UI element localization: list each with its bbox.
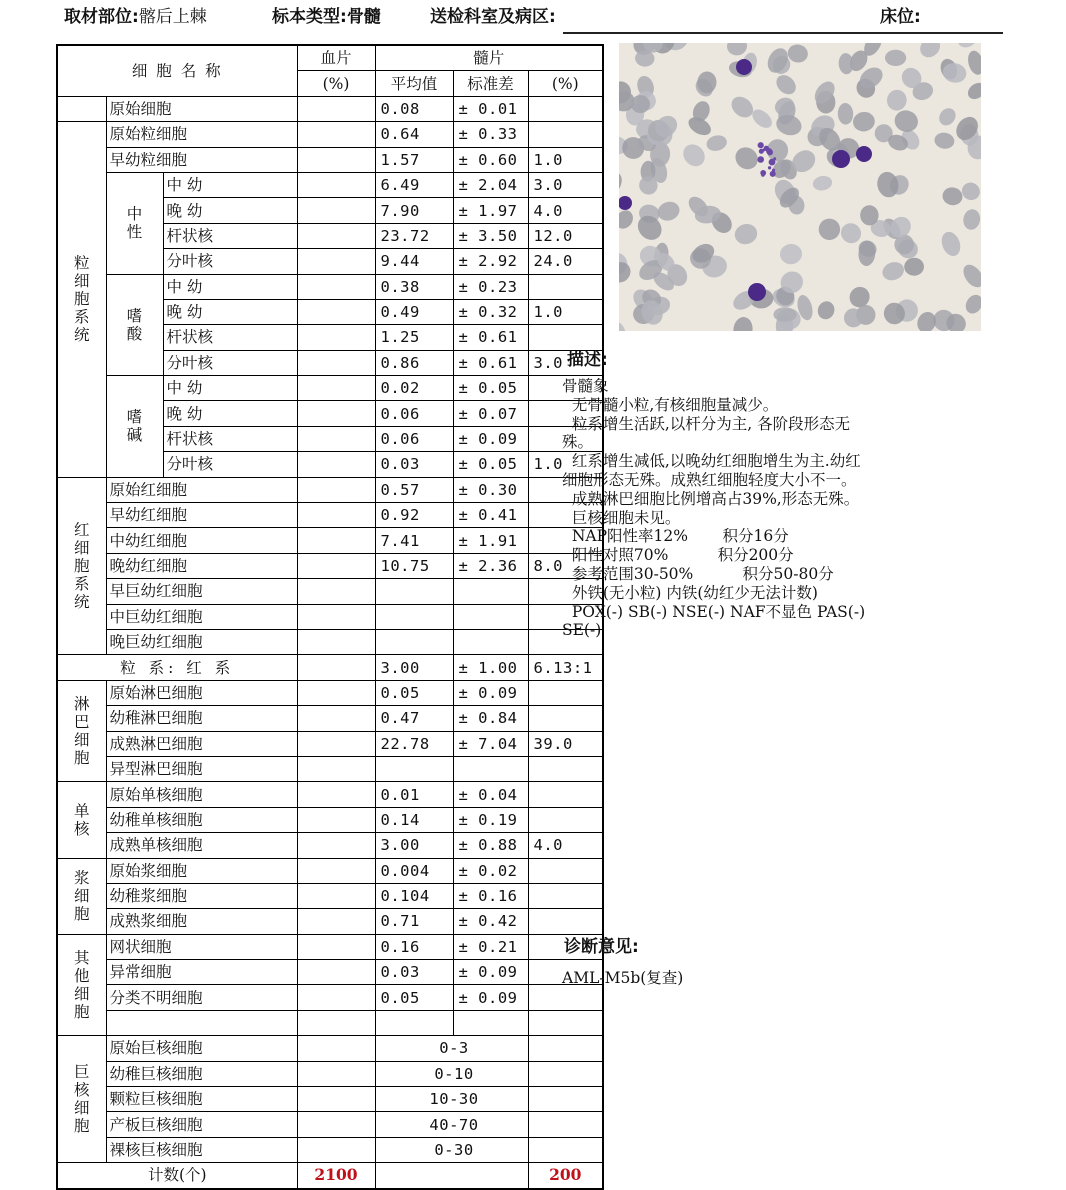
sd-cell: ± 1.97: [453, 198, 528, 223]
row-label: 幼稚淋巴细胞: [106, 706, 297, 731]
range-cell: 40-70: [375, 1112, 528, 1137]
sd-cell: ± 0.84: [453, 706, 528, 731]
pct-cell: 1.0: [528, 147, 603, 172]
blood-cell: [297, 1087, 375, 1112]
sd-cell: ± 0.09: [453, 426, 528, 451]
site-value: 髂后上棘: [138, 7, 207, 27]
mean-cell: 0.49: [375, 299, 453, 324]
blood-cell: [297, 503, 375, 528]
table-row: [57, 274, 603, 299]
table-row: [57, 147, 603, 172]
diagnosis-text: AML-M5b(复查): [562, 969, 684, 987]
col-marrow: 髓片: [375, 45, 603, 71]
mean-cell: 0.08: [375, 96, 453, 121]
blood-cell: [297, 629, 375, 654]
blood-cell: [297, 452, 375, 477]
row-label: 中巨幼红细胞: [106, 604, 297, 629]
table-row: [57, 1112, 603, 1137]
pct-cell: [528, 782, 603, 807]
row-label: 中 幼: [163, 274, 297, 299]
blood-cell: [297, 172, 375, 197]
mean-cell: 0.71: [375, 909, 453, 934]
table-row: [57, 833, 603, 858]
pct-cell: [528, 706, 603, 731]
description-line: 阳性对照70% 积分200分: [562, 546, 794, 565]
mean-cell: 0.38: [375, 274, 453, 299]
blood-cell: [297, 1036, 375, 1061]
sample-value: 骨髓: [346, 7, 381, 27]
pct-cell: 4.0: [528, 198, 603, 223]
sd-cell: ± 2.92: [453, 249, 528, 274]
row-label: 杆状核: [163, 426, 297, 451]
mean-cell: 0.03: [375, 960, 453, 985]
row-label: 粒 系: 红 系: [57, 655, 297, 680]
table-row: [57, 985, 603, 1010]
mean-cell: 0.16: [375, 934, 453, 959]
blood-cell: [297, 909, 375, 934]
row-label: 晚 幼: [163, 299, 297, 324]
mean-cell: [375, 579, 453, 604]
blood-cell: [297, 401, 375, 426]
blood-cell: [297, 1112, 375, 1137]
sample-label: 标本类型:: [272, 7, 347, 27]
count-blank: [375, 1163, 528, 1189]
table-row: [57, 1087, 603, 1112]
table-row: [57, 680, 603, 705]
pct-cell: 8.0: [528, 553, 603, 578]
bed-label: 床位:: [880, 7, 921, 27]
group-other: 其 他 细 胞: [57, 934, 106, 1036]
row-label: 早巨幼红细胞: [106, 579, 297, 604]
row-label: 原始细胞: [106, 96, 297, 121]
sd-cell: ± 0.88: [453, 833, 528, 858]
sd-cell: ± 0.61: [453, 350, 528, 375]
table-row: [57, 553, 603, 578]
mean-cell: 0.47: [375, 706, 453, 731]
description-title: 描述:: [567, 350, 608, 370]
mean-cell: [375, 1010, 453, 1035]
blood-cell: [297, 731, 375, 756]
row-label: 成熟单核细胞: [106, 833, 297, 858]
blood-cell: [297, 274, 375, 299]
site-label: 取材部位:: [64, 7, 139, 27]
blood-cell: [297, 655, 375, 680]
description-line: 巨核细胞未见。: [562, 508, 681, 527]
sd-cell: ± 0.42: [453, 909, 528, 934]
sd-cell: ± 1.91: [453, 528, 528, 553]
blood-cell: [297, 756, 375, 781]
mean-cell: 0.03: [375, 452, 453, 477]
table-row: [57, 782, 603, 807]
col-sd: 标准差: [453, 71, 528, 96]
row-label: 颗粒巨核细胞: [106, 1087, 297, 1112]
sd-cell: ± 2.36: [453, 553, 528, 578]
count-label: 计数(个): [57, 1163, 297, 1189]
cell-count-table: [56, 44, 604, 1190]
pct-cell: [528, 1061, 603, 1086]
col-blood: 血片: [297, 45, 375, 71]
blood-cell: [297, 985, 375, 1010]
row-label: 原始淋巴细胞: [106, 680, 297, 705]
blood-cell: [297, 1137, 375, 1162]
sd-cell: ± 0.05: [453, 376, 528, 401]
sd-cell: ± 1.00: [453, 655, 528, 680]
blood-cell: [297, 706, 375, 731]
row-label: 原始粒细胞: [106, 122, 297, 147]
mean-cell: 0.86: [375, 350, 453, 375]
description-line: SE(-): [562, 621, 602, 640]
table-row: [57, 1010, 603, 1035]
row-label: 分叶核: [163, 249, 297, 274]
blood-cell: [297, 680, 375, 705]
count-marrow: 200: [528, 1163, 603, 1189]
blood-cell: [297, 477, 375, 502]
pct-cell: [528, 1112, 603, 1137]
col-pct: (%): [528, 71, 603, 96]
sd-cell: ± 7.04: [453, 731, 528, 756]
group-erythroid: 红 细 胞 系 统: [57, 477, 106, 655]
row-label: 晚 幼: [163, 198, 297, 223]
group-mono: 单 核: [57, 782, 106, 858]
pct-cell: [528, 122, 603, 147]
row-label: 中幼红细胞: [106, 528, 297, 553]
mean-cell: 0.05: [375, 680, 453, 705]
table-row: [57, 655, 603, 680]
table-row: [57, 528, 603, 553]
pct-cell: 24.0: [528, 249, 603, 274]
pct-cell: [528, 1010, 603, 1035]
row-label: 晚巨幼红细胞: [106, 629, 297, 654]
group-plasma: 浆 细 胞: [57, 858, 106, 934]
table-row: [57, 376, 603, 401]
sd-cell: ± 0.09: [453, 960, 528, 985]
blood-cell: [297, 807, 375, 832]
row-label: 产板巨核细胞: [106, 1112, 297, 1137]
sd-cell: ± 0.33: [453, 122, 528, 147]
mean-cell: 0.92: [375, 503, 453, 528]
description-line: 粒系增生活跃,以杆分为主, 各阶段形态无: [562, 414, 851, 433]
table-row: [57, 756, 603, 781]
pct-cell: [528, 756, 603, 781]
row-label: 成熟淋巴细胞: [106, 731, 297, 756]
header-sample: [272, 2, 381, 27]
range-cell: 0-10: [375, 1061, 528, 1086]
range-cell: 0-3: [375, 1036, 528, 1061]
pct-cell: 6.13:1: [528, 655, 603, 680]
sd-cell: ± 0.23: [453, 274, 528, 299]
pct-cell: [528, 985, 603, 1010]
pct-cell: 3.0: [528, 172, 603, 197]
mean-cell: 0.02: [375, 376, 453, 401]
pct-cell: [528, 1087, 603, 1112]
row-label: 异型淋巴细胞: [106, 756, 297, 781]
blood-cell: [297, 934, 375, 959]
table-row: [57, 604, 603, 629]
blood-cell: [297, 782, 375, 807]
header-row-1: [57, 45, 603, 71]
table-row: [57, 934, 603, 959]
blood-cell: [297, 198, 375, 223]
pct-cell: 39.0: [528, 731, 603, 756]
pct-cell: 4.0: [528, 833, 603, 858]
description-line: 红系增生减低,以晚幼红细胞增生为主.幼红: [562, 452, 861, 471]
sd-cell: ± 0.02: [453, 858, 528, 883]
diagnosis-title: 诊断意见:: [564, 937, 639, 957]
table-row: [57, 503, 603, 528]
header-site: [64, 2, 207, 27]
row-label: 成熟浆细胞: [106, 909, 297, 934]
pct-cell: [528, 1137, 603, 1162]
row-label: 原始巨核细胞: [106, 1036, 297, 1061]
pct-cell: 3.0: [528, 350, 603, 375]
description-line: NAP阳性率12% 积分16分: [562, 527, 789, 546]
blood-cell: [297, 553, 375, 578]
row-label: 早幼红细胞: [106, 503, 297, 528]
table-row: [57, 807, 603, 832]
mean-cell: 3.00: [375, 833, 453, 858]
mean-cell: 0.06: [375, 426, 453, 451]
row-label: 晚 幼: [163, 401, 297, 426]
blood-cell: [297, 299, 375, 324]
blood-cell: [297, 147, 375, 172]
sd-cell: ± 0.61: [453, 325, 528, 350]
pct-cell: [528, 680, 603, 705]
sd-cell: [453, 756, 528, 781]
blood-cell: [297, 579, 375, 604]
mean-cell: 1.57: [375, 147, 453, 172]
row-label: 中 幼: [163, 376, 297, 401]
pct-cell: [528, 909, 603, 934]
mean-cell: 7.41: [375, 528, 453, 553]
row-label: 原始浆细胞: [106, 858, 297, 883]
mean-cell: 6.49: [375, 172, 453, 197]
col-cell-name: 细 胞 名 称: [57, 45, 297, 96]
pct-cell: 1.0: [528, 452, 603, 477]
blood-cell: [297, 223, 375, 248]
header-rule: [563, 32, 1003, 34]
group-mega: 巨 核 细 胞: [57, 1036, 106, 1163]
table-row: [57, 960, 603, 985]
blood-cell: [297, 833, 375, 858]
sd-cell: ± 0.60: [453, 147, 528, 172]
table-row: [57, 122, 603, 147]
description-line: 骨髓象: [562, 377, 609, 395]
row-label: [106, 1010, 297, 1035]
row-label: 杆状核: [163, 325, 297, 350]
table-row: [57, 706, 603, 731]
pct-cell: [528, 274, 603, 299]
pct-cell: [528, 858, 603, 883]
sd-cell: ± 0.30: [453, 477, 528, 502]
dept-label: 送检科室及病区:: [430, 7, 556, 27]
table-row: [57, 731, 603, 756]
header-dept: [430, 2, 556, 27]
range-cell: 10-30: [375, 1087, 528, 1112]
row-label: 网状细胞: [106, 934, 297, 959]
table-row: [57, 883, 603, 908]
pct-cell: 12.0: [528, 223, 603, 248]
sd-cell: ± 0.19: [453, 807, 528, 832]
subgroup-eosinophil: 嗜 酸: [106, 274, 163, 376]
sd-cell: [453, 629, 528, 654]
table-row: [57, 96, 603, 121]
description-line: 殊。: [562, 433, 594, 452]
row-label: 早幼粒细胞: [106, 147, 297, 172]
table-row: [57, 579, 603, 604]
mean-cell: 0.05: [375, 985, 453, 1010]
sd-cell: ± 0.09: [453, 680, 528, 705]
blood-cell: [297, 376, 375, 401]
mean-cell: [375, 629, 453, 654]
pct-cell: [528, 883, 603, 908]
pct-cell: [528, 807, 603, 832]
row-label: 幼稚巨核细胞: [106, 1061, 297, 1086]
sd-cell: ± 0.07: [453, 401, 528, 426]
row-label: 分类不明细胞: [106, 985, 297, 1010]
blood-cell: [297, 883, 375, 908]
description-line: POX(-) SB(-) NSE(-) NAF不显色 PAS(-): [562, 602, 866, 621]
sd-cell: ± 0.16: [453, 883, 528, 908]
sd-cell: ± 0.01: [453, 96, 528, 121]
mean-cell: 0.104: [375, 883, 453, 908]
mean-cell: 1.25: [375, 325, 453, 350]
range-cell: 0-30: [375, 1137, 528, 1162]
sd-cell: [453, 604, 528, 629]
table-row: [57, 1137, 603, 1162]
blood-cell: [297, 122, 375, 147]
mean-cell: 0.01: [375, 782, 453, 807]
row-label: 晚幼红细胞: [106, 553, 297, 578]
mean-cell: 0.06: [375, 401, 453, 426]
blood-cell: [297, 96, 375, 121]
mean-cell: 3.00: [375, 655, 453, 680]
table-row: [57, 172, 603, 197]
sd-cell: ± 0.21: [453, 934, 528, 959]
count-blood: 2100: [297, 1163, 375, 1189]
row-label: 幼稚单核细胞: [106, 807, 297, 832]
mean-cell: 0.57: [375, 477, 453, 502]
sd-cell: ± 0.41: [453, 503, 528, 528]
mean-cell: 0.14: [375, 807, 453, 832]
description-line: 无骨髓小粒,有核细胞量减少。: [562, 395, 779, 414]
description-line: 外铁(无小粒) 内铁(幼红少无法计数): [562, 583, 818, 602]
table-row: [57, 477, 603, 502]
blood-cell: [297, 426, 375, 451]
row-label: 杆状核: [163, 223, 297, 248]
blood-cell: [297, 960, 375, 985]
row-label: 分叶核: [163, 452, 297, 477]
subgroup-basophil: 嗜 碱: [106, 376, 163, 478]
group-lymph: 淋 巴 细 胞: [57, 680, 106, 782]
mean-cell: [375, 756, 453, 781]
count-row: [57, 1163, 603, 1189]
mean-cell: 22.78: [375, 731, 453, 756]
row-label: 分叶核: [163, 350, 297, 375]
sd-cell: ± 0.04: [453, 782, 528, 807]
row-label: 原始单核细胞: [106, 782, 297, 807]
blood-cell: [297, 858, 375, 883]
blood-cell: [297, 325, 375, 350]
blood-smear-image: [619, 43, 981, 331]
col-mean: 平均值: [375, 71, 453, 96]
bone-marrow-photo: [619, 43, 981, 331]
row-label: 原始红细胞: [106, 477, 297, 502]
row-label: 异常细胞: [106, 960, 297, 985]
pct-cell: [528, 96, 603, 121]
header-bed: [880, 2, 921, 27]
row-label: 幼稚浆细胞: [106, 883, 297, 908]
blood-cell: [297, 350, 375, 375]
pct-cell: 1.0: [528, 299, 603, 324]
group-cell: [57, 96, 106, 121]
blood-cell: [297, 1010, 375, 1035]
sd-cell: [453, 1010, 528, 1035]
row-label: 中 幼: [163, 172, 297, 197]
row-label: 裸核巨核细胞: [106, 1137, 297, 1162]
sd-cell: ± 0.09: [453, 985, 528, 1010]
mean-cell: 9.44: [375, 249, 453, 274]
sd-cell: ± 3.50: [453, 223, 528, 248]
table-row: [57, 858, 603, 883]
mean-cell: 23.72: [375, 223, 453, 248]
mean-cell: 10.75: [375, 553, 453, 578]
blood-cell: [297, 1061, 375, 1086]
description-text: [562, 377, 1002, 640]
table-row: [57, 909, 603, 934]
col-blood-unit: (%): [297, 71, 375, 96]
mean-cell: 0.004: [375, 858, 453, 883]
sd-cell: [453, 579, 528, 604]
sd-cell: ± 0.32: [453, 299, 528, 324]
table-row: [57, 1061, 603, 1086]
table-row: [57, 629, 603, 654]
description-line: 细胞形态无殊。成熟红细胞轻度大小不一。: [562, 470, 857, 489]
group-granulocyte: 粒 细 胞 系 统: [57, 122, 106, 477]
blood-cell: [297, 528, 375, 553]
description-line: 参考范围30-50% 积分50-80分: [562, 564, 834, 583]
sd-cell: ± 0.05: [453, 452, 528, 477]
pct-cell: [528, 1036, 603, 1061]
blood-cell: [297, 604, 375, 629]
sd-cell: ± 2.04: [453, 172, 528, 197]
mean-cell: 0.64: [375, 122, 453, 147]
mean-cell: [375, 604, 453, 629]
subgroup-neutrophil: 中 性: [106, 172, 163, 274]
blood-cell: [297, 249, 375, 274]
table-row: [57, 1036, 603, 1061]
description-line: 成熟淋巴细胞比例增高占39%,形态无殊。: [562, 489, 860, 508]
mean-cell: 7.90: [375, 198, 453, 223]
